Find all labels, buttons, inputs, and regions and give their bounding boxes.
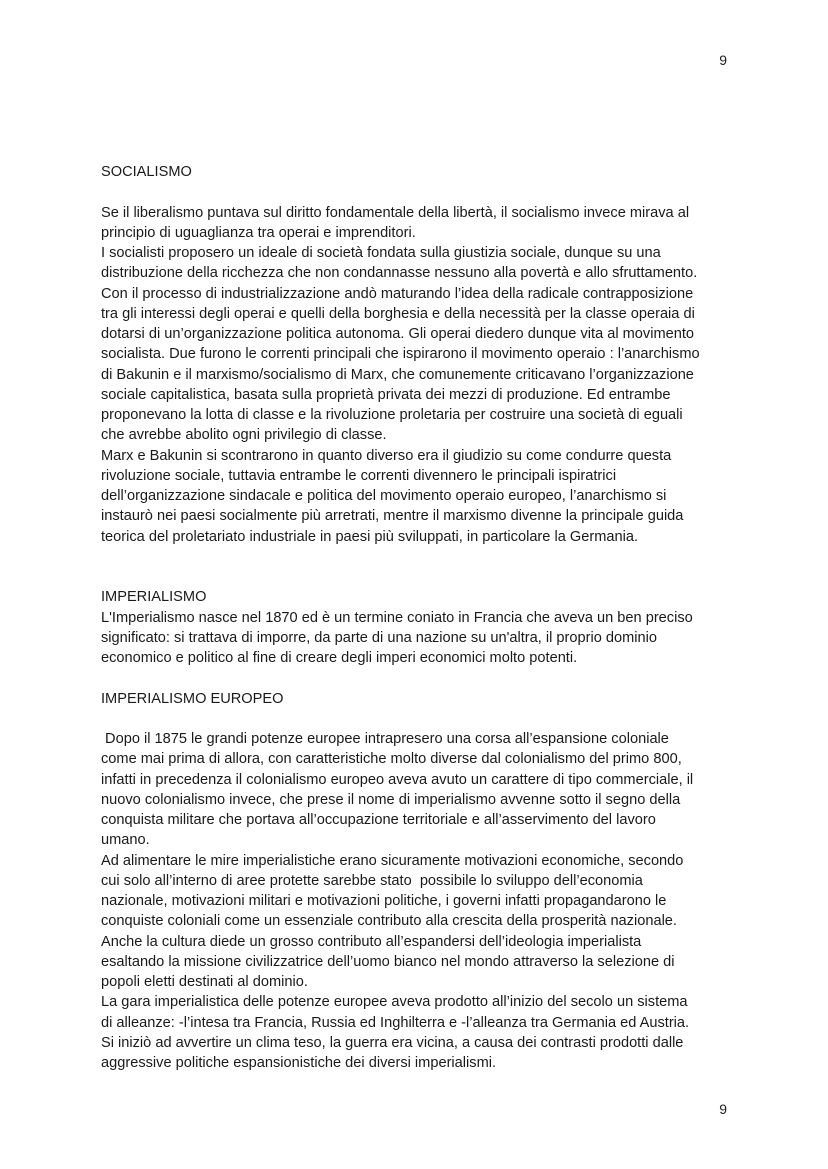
text-line: proponevano la lotta di classe e la rivoluzione proletaria per costruire una società di eguali <box>101 407 683 423</box>
spacer <box>101 709 741 729</box>
document-body <box>101 162 741 1073</box>
spacer <box>101 182 741 202</box>
text-line: Con il processo di industrializzazione andò maturando l’idea della radicale contrapposizione <box>101 285 694 302</box>
text-line: Dopo il 1875 le grandi potenze europee intrapresero una corsa all’espansione coloniale <box>101 731 669 747</box>
text-line: dell’organizzazione sindacale e politica del movimento operaio europeo, l’anarchismo si <box>101 488 667 504</box>
text-line: di alleanze: -l’intesa tra Francia, Russia ed Inghilterra e -l’alleanza tra Germania ed Austria. <box>101 1014 690 1031</box>
text-line: instaurò nei paesi socialmente più arretrati, mentre il marxismo divenne la principale guida <box>101 508 684 525</box>
text-line: La gara imperialistica delle potenze europee aveva prodotto all’inizio del secolo un sistema <box>101 994 688 1011</box>
text-line: conquista militare che portava all’occupazione territoriale e all’asservimento del lavoro <box>101 812 656 828</box>
text-line: aggressive politiche espansionistiche dei diversi imperialismi. <box>101 1055 497 1071</box>
text-line: principio di uguaglianza tra operai e imprenditori. <box>101 224 416 241</box>
section-title-socialismo: SOCIALISMO <box>101 164 192 180</box>
text-line: esaltando la missione civilizzatrice dell’uomo bianco nel mondo attraverso la selezione di <box>101 953 675 970</box>
text-line: significato: si trattava di imporre, da parte di una nazione su un'altra, il proprio dominio <box>101 629 658 646</box>
text-line: I socialisti proposero un ideale di società fondata sulla giustizia sociale, dunque su una <box>101 245 661 261</box>
text-line: nazionale, motivazioni militari e motivazioni politiche, i governi infatti propagandarono le <box>101 893 667 909</box>
text-line: economico e politico al fine di creare degli imperi economici molto potenti. <box>101 650 578 666</box>
spacer <box>101 547 741 588</box>
text-line: L'Imperialismo nasce nel 1870 ed è un termine coniato in Francia che aveva un ben preciso <box>101 609 693 626</box>
text-line: infatti in precedenza il colonialismo europeo aveva avuto un carattere di tipo commerciale, il <box>101 771 694 788</box>
text-line: dotarsi di un’organizzazione politica autonoma. Gli operai diedero dunque vita al movimento <box>101 326 695 342</box>
text-line: Marx e Bakunin si scontrarono in quanto diverso era il giudizio su come condurre questa <box>101 447 672 464</box>
page-number-bottom: 9 <box>719 1101 727 1117</box>
text-line: popoli eletti destinati al dominio. <box>101 974 308 990</box>
text-line: Se il liberalismo puntava sul diritto fondamentale della libertà, il socialismo invece mirava al <box>101 204 690 221</box>
text-line: distribuzione della ricchezza che non condannasse nessuno alla povertà e allo sfruttamento. <box>101 265 698 282</box>
text-line: cui solo all’interno di aree protette sarebbe stato possibile lo sviluppo dell’economia <box>101 872 643 889</box>
section-title-imperialismo: IMPERIALISMO <box>101 589 207 606</box>
text-line: come mai prima di allora, con caratteristiche molto diverse dal colonialismo del primo 800, <box>101 751 682 768</box>
paragraph-imperialismo-europeo <box>101 729 741 1073</box>
page-number-top: 9 <box>719 52 727 68</box>
text-line: rivoluzione sociale, tuttavia entrambe le correnti divennero le principali ispiratrici <box>101 467 617 484</box>
text-line: socialista. Due furono le correnti principali che ispirarono il movimento operaio : l’anarchismo <box>101 346 700 363</box>
text-line: Anche la cultura diede un grosso contributo all’espandersi dell’ideologia imperialista <box>101 933 642 950</box>
text-line: Ad alimentare le mire imperialistiche erano sicuramente motivazioni economiche, secondo <box>101 852 684 869</box>
text-line: di Bakunin e il marxismo/socialismo di Marx, che comunemente criticavano l’organizzazione <box>101 366 694 383</box>
text-line: tra gli interessi degli operai e quelli della borghesia e della necessità per la classe operaia di <box>101 305 695 322</box>
text-line: che avrebbe abolito ogni privilegio di classe. <box>101 427 387 444</box>
section-title-imperialismo-europeo: IMPERIALISMO EUROPEO <box>101 690 284 707</box>
paragraph-socialismo <box>101 203 741 547</box>
text-line: teorica del proletariato industriale in paesi più sviluppati, in particolare la Germania. <box>101 528 639 545</box>
text-line: umano. <box>101 832 150 849</box>
text-line: sociale capitalistica, basata sulla proprietà privata dei mezzi di produzione. Ed entrambe <box>101 386 671 403</box>
spacer <box>101 668 741 688</box>
text-line: Si iniziò ad avvertire un clima teso, la guerra era vicina, a causa dei contrasti prodotti dalle <box>101 1034 684 1051</box>
paragraph-imperialismo <box>101 608 741 669</box>
text-line: conquiste coloniali come un essenziale contributo alla crescita della prosperità nazionale. <box>101 913 677 930</box>
text-line: nuovo colonialismo invece, che prese il nome di imperialismo avvenne sotto il segno della <box>101 791 681 808</box>
